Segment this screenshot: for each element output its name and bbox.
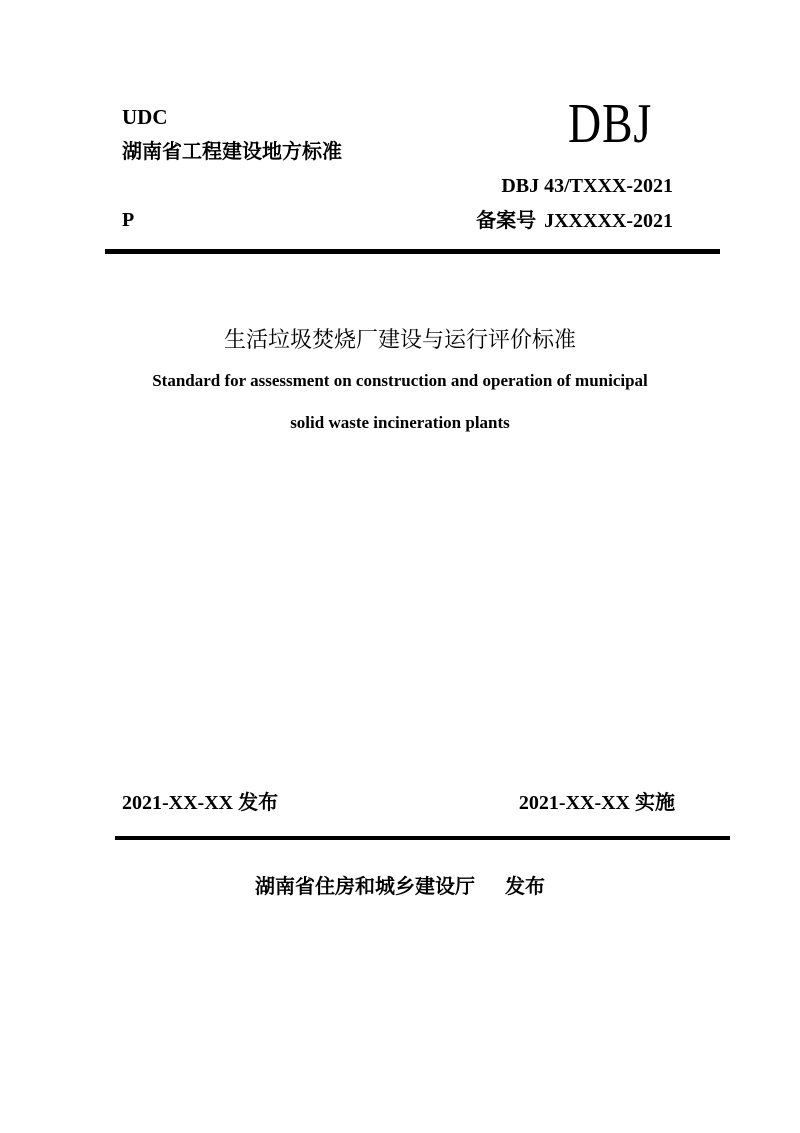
- implement-label: 实施: [635, 790, 675, 814]
- udc-label: UDC: [122, 105, 168, 129]
- publisher-name: 湖南省住房和城乡建设厅: [255, 874, 475, 898]
- publisher-line: [0, 872, 800, 900]
- issue-date: 2021-XX-XX: [122, 792, 234, 814]
- issue-label: 发布: [238, 790, 279, 814]
- dbj-logo: DBJ: [568, 93, 653, 155]
- bottom-divider: [115, 836, 730, 840]
- implement-date-line: [519, 789, 675, 816]
- top-divider: [105, 249, 720, 254]
- standard-number: DBJ 43/TXXX-2021: [501, 175, 673, 197]
- implement-date: 2021-XX-XX: [518, 792, 630, 814]
- record-label: 备案号: [476, 208, 537, 232]
- record-number-line: [476, 207, 673, 234]
- standard-type: 湖南省工程建设地方标准: [122, 139, 342, 163]
- title-chinese: 生活垃圾焚烧厂建设与运行评价标准: [223, 328, 576, 353]
- issue-date-line: [122, 789, 278, 816]
- publish-action: 发布: [505, 874, 545, 898]
- record-number: JXXXXX-2021: [544, 210, 673, 232]
- p-mark: P: [122, 209, 135, 231]
- title-english-line1: Standard for assessment on construction and operation of municipal: [152, 371, 648, 390]
- title-english-line2: solid waste incineration plants: [290, 413, 510, 432]
